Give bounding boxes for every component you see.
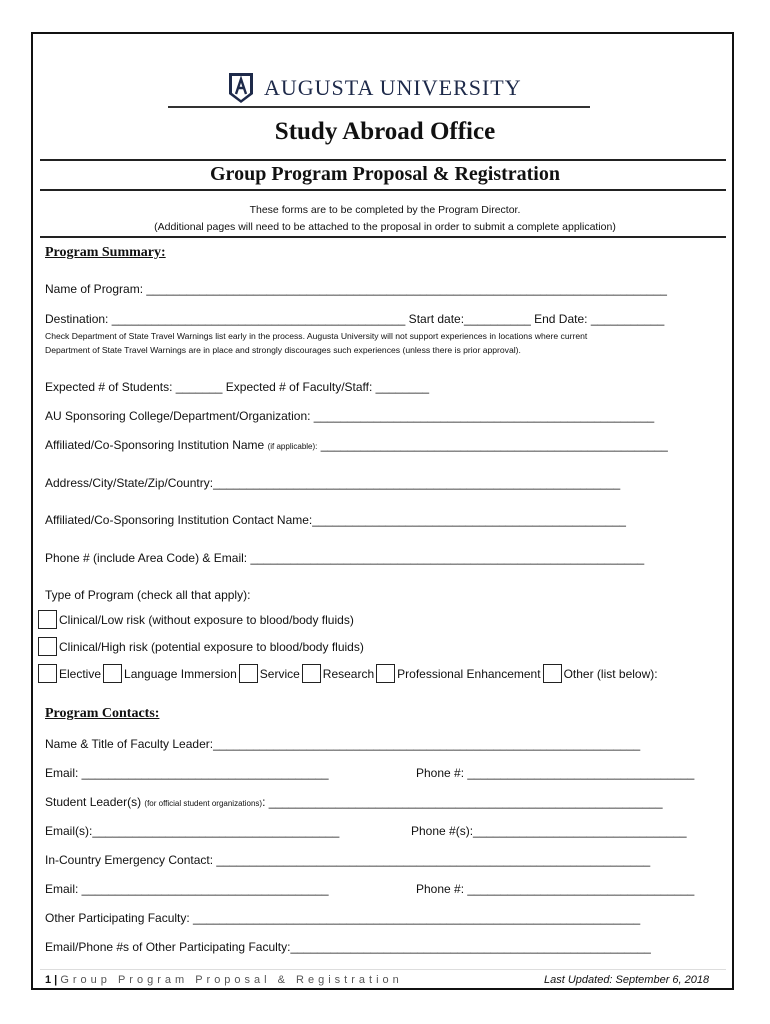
shield-icon	[228, 72, 254, 104]
email-field[interactable]: Email: _____________________________________	[45, 766, 329, 780]
instruction-note: These forms are to be completed by the Program Director.	[249, 204, 521, 216]
footer-divider	[40, 969, 726, 970]
checkbox-service[interactable]	[239, 664, 258, 683]
program-type-label: Type of Program (check all that apply):	[45, 588, 251, 602]
field-label: Student Leader(s)	[45, 795, 142, 809]
university-logo	[228, 72, 522, 104]
faculty-leader-field[interactable]: Name & Title of Faculty Leader:________________________________________________________________	[45, 737, 641, 751]
email-field[interactable]: Email: _____________________________________	[45, 882, 329, 896]
instruction-note: (Additional pages will need to be attached to the proposal in order to submit a complete application)	[154, 221, 616, 233]
emergency-contact-field[interactable]: In-Country Emergency Contact: _________________________________________________________________	[45, 853, 651, 867]
section-heading-summary: Program Summary:	[45, 245, 166, 260]
field-hint: (if applicable):	[267, 442, 318, 451]
phone-field[interactable]: Phone #: __________________________________	[416, 882, 695, 896]
option-clinical-high[interactable]: Clinical/High risk (potential exposure to blood/body fluids)	[38, 637, 366, 656]
footer-title: Group Program Proposal & Registration	[60, 974, 403, 986]
divider	[40, 189, 726, 191]
contact-name-field[interactable]: Affiliated/Co-Sponsoring Institution Contact Name:_______________________________________________	[45, 513, 626, 527]
checkbox-other[interactable]	[543, 664, 562, 683]
address-field[interactable]: Address/City/State/Zip/Country:_____________________________________________________________	[45, 476, 621, 490]
office-title: Study Abroad Office	[274, 118, 496, 145]
destination-dates-field[interactable]: Destination: ____________________________________________ Start date:__________ End Date: ___________	[45, 312, 665, 326]
university-name: AUGUSTA UNIVERSITY	[264, 75, 522, 100]
field-label: Affiliated/Co-Sponsoring Institution Name	[45, 438, 265, 452]
logo-divider	[168, 106, 590, 108]
field-blank: ____________________________________________________	[317, 438, 668, 452]
checkbox-professional[interactable]	[376, 664, 395, 683]
checkbox-language[interactable]	[103, 664, 122, 683]
student-leader-field[interactable]	[45, 795, 663, 809]
other-faculty-contacts-field[interactable]: Email/Phone #s of Other Participating Faculty:______________________________________________________	[45, 940, 651, 954]
phone-email-field[interactable]: Phone # (include Area Code) & Email: ___________________________________________________________	[45, 551, 645, 565]
field-hint: (for official student organizations)	[144, 799, 263, 808]
page-number: 1 |	[45, 974, 58, 986]
form-title: Group Program Proposal & Registration	[210, 163, 560, 185]
footer-page-info	[45, 974, 403, 986]
divider	[40, 236, 726, 238]
checkbox[interactable]	[38, 637, 57, 656]
phone-field[interactable]: Phone #: __________________________________	[416, 766, 695, 780]
divider	[40, 159, 726, 161]
section-heading-contacts: Program Contacts:	[45, 706, 160, 721]
option-clinical-low[interactable]: Clinical/Low risk (without exposure to blood/body fluids)	[38, 610, 356, 629]
checkbox-elective[interactable]	[38, 664, 57, 683]
travel-warning-text: Department of State Travel Warnings are in place and strongly discourages such experiences (unless there is prior approval).	[45, 345, 521, 355]
expected-count-field[interactable]: Expected # of Students: _______ Expected # of Faculty/Staff: ________	[45, 380, 430, 394]
last-updated: Last Updated: September 6, 2018	[544, 974, 710, 986]
travel-warning-text: Check Department of State Travel Warnings list early in the process. Augusta University will not support experiences in locations where current	[45, 331, 588, 341]
field-blank: : ___________________________________________________________	[262, 795, 663, 809]
program-type-options-row: Elective Language Immersion Service Research Professional Enhancement Other (list below):	[38, 664, 660, 683]
other-faculty-field[interactable]: Other Participating Faculty: ___________________________________________________________________	[45, 911, 641, 925]
phones-field[interactable]: Phone #(s):________________________________	[411, 824, 687, 838]
emails-field[interactable]: Email(s):_____________________________________	[45, 824, 340, 838]
sponsor-field[interactable]: AU Sponsoring College/Department/Organization: ___________________________________________________	[45, 409, 655, 423]
checkbox-research[interactable]	[302, 664, 321, 683]
affiliated-institution-field[interactable]	[45, 438, 668, 452]
program-name-field[interactable]: Name of Program: ______________________________________________________________________________	[45, 282, 667, 296]
checkbox[interactable]	[38, 610, 57, 629]
